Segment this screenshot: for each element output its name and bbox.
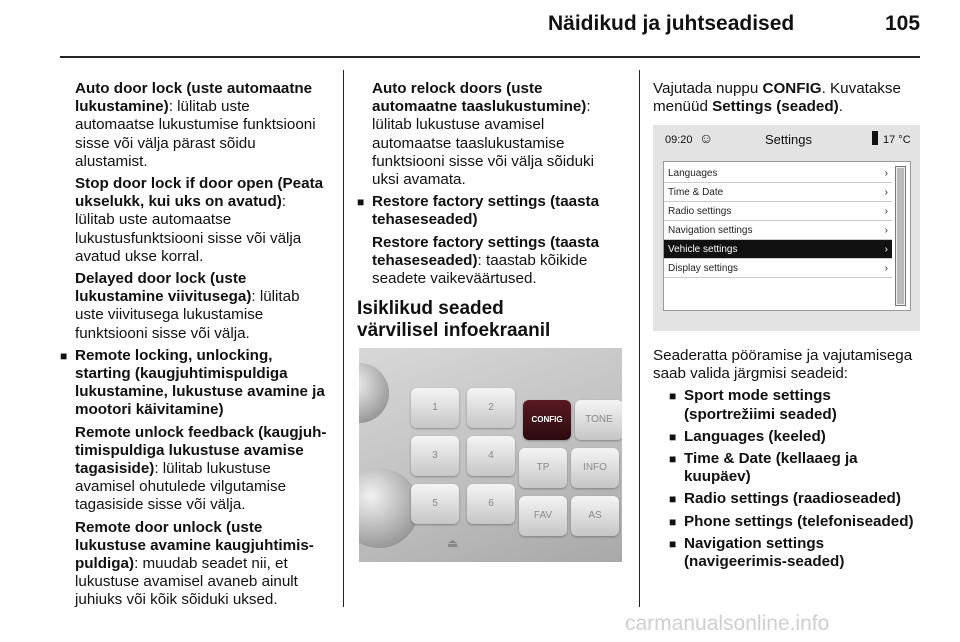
paragraph-remote-unlock-feedback: Remote unlock feedback (kaugjuh-timispuldiga lukustuse avamise tagasiside): lülitab lukustuse avamisel ohutulede vilgutamise tagasiside sisse või välja. bbox=[75, 423, 327, 514]
paragraph-delayed-door-lock: Delayed door lock (uste lukustamine viivitusega): lülitab uste viivitusega lukustamise funktsiooni sisse või välja. bbox=[75, 270, 300, 342]
screen-row-navigation: Navigation settings › bbox=[664, 221, 892, 240]
watermark: carmanualsonline.info bbox=[625, 612, 830, 635]
as-button: AS bbox=[571, 496, 619, 536]
paragraph-remote-door-unlock: Remote door unlock (uste lukustuse avamine kaugjuhtimis-puldiga): muudab seadet nii, et lukustuse avamisel avaneb ainult juhiuks või kõik sõiduki uksed. bbox=[75, 518, 314, 609]
column-3-lower bbox=[653, 347, 921, 575]
paragraph-auto-relock: Auto relock doors (uste automaatne taaslukustumine): lülitab lukustuse avamisel automaatse taaslukustamise funktsiooni sisse või välja sõiduki uksi avamata. bbox=[372, 80, 595, 189]
bullet-restore-factory: ■ Restore factory settings (taasta tehaseseaded) bbox=[357, 193, 625, 229]
screen-row-display: Display settings › bbox=[664, 259, 892, 278]
bullet-phone: ■ Phone settings (telefoniseaded) bbox=[669, 513, 921, 531]
chevron-right-icon: › bbox=[884, 187, 888, 198]
intro-paragraph: Vajutada nuppu CONFIG. Kuvatakse menüüd Settings (seaded). bbox=[653, 80, 901, 116]
info-button: INFO bbox=[571, 448, 619, 488]
chevron-right-icon: › bbox=[884, 244, 888, 255]
bullet-languages: ■ Languages (keeled) bbox=[669, 428, 921, 446]
screen-row-languages: Languages › bbox=[664, 164, 892, 183]
column-2 bbox=[357, 80, 625, 342]
page-number: 105 bbox=[885, 12, 921, 35]
chevron-right-icon: › bbox=[884, 263, 888, 274]
bullet-remote-locking: ■ Remote locking, unlocking, starting (kaugjuhtimispuldiga lukustamine, lukustuse avamine ja mootori käivitamine) bbox=[60, 347, 328, 420]
screen-status-bar bbox=[653, 125, 920, 155]
paragraph-stop-door-lock: Stop door lock if door open (Peata ukselukk, kui uks on avatud): lülitab uste automaatse lukustusfunktsiooni sisse või välja avatud ukse korral. bbox=[75, 175, 324, 265]
chevron-right-icon: › bbox=[884, 168, 888, 179]
selection-paragraph: Seaderatta pööramise ja vajutamisega saab valida järgmisi seadeid: bbox=[653, 347, 913, 383]
settings-bullet-list bbox=[653, 387, 921, 571]
screen-temperature: 17 °C bbox=[883, 134, 911, 146]
preset-button-5: 5 bbox=[411, 484, 459, 524]
bullet-navigation: ■ Navigation settings (navigeerimis-seaded) bbox=[669, 535, 921, 571]
smiley-icon: ☺ bbox=[699, 130, 714, 146]
screen-scrollbar-thumb bbox=[897, 168, 904, 304]
preset-button-1: 1 bbox=[411, 388, 459, 428]
screen-row-time-date: Time & Date › bbox=[664, 183, 892, 202]
bullet-time-date: ■ Time & Date (kellaaeg ja kuupäev) bbox=[669, 450, 921, 486]
column-divider-1 bbox=[343, 70, 344, 607]
paragraph-restore-factory: Restore factory settings (taasta tehaseseaded): taastab kõikide seadete vaikeväärtused. bbox=[372, 233, 600, 288]
chevron-right-icon: › bbox=[884, 225, 888, 236]
preset-button-4: 4 bbox=[467, 436, 515, 476]
eject-icon: ⏏ bbox=[447, 536, 459, 550]
chevron-right-icon: › bbox=[884, 206, 888, 217]
control-panel-photo bbox=[359, 348, 622, 562]
header-rule bbox=[60, 56, 920, 58]
fav-button: FAV bbox=[519, 496, 567, 536]
power-knob-icon bbox=[359, 363, 389, 423]
screen-row-radio: Radio settings › bbox=[664, 202, 892, 221]
preset-button-2: 2 bbox=[467, 388, 515, 428]
tone-button: TONE bbox=[575, 400, 622, 440]
settings-screen-image bbox=[653, 125, 920, 331]
column-1 bbox=[60, 80, 328, 614]
page-header-title: Näidikud ja juhtseadised bbox=[548, 12, 795, 35]
screen-row-vehicle: Vehicle settings › bbox=[664, 240, 892, 259]
section-heading: Isiklikud seaded värvilisel infoekraanil bbox=[357, 298, 551, 342]
tp-button: TP bbox=[519, 448, 567, 488]
screen-scrollbar bbox=[895, 166, 906, 306]
paragraph-auto-door-lock: Auto door lock (uste automaatne lukustamine): lülitab uste automaatse lukustumise funktsiooni sisse või välja pärast sõidu alustamist. bbox=[75, 80, 316, 170]
menu-knob-icon bbox=[359, 468, 419, 548]
config-button: CONFIG bbox=[523, 400, 571, 440]
screen-menu bbox=[663, 161, 911, 311]
preset-button-6: 6 bbox=[467, 484, 515, 524]
bullet-sport-mode: ■ Sport mode settings (sportrežiimi seaded) bbox=[669, 387, 921, 423]
screen-time: 09:20 bbox=[665, 134, 693, 146]
bullet-radio: ■ Radio settings (raadioseaded) bbox=[669, 490, 921, 508]
column-divider-2 bbox=[639, 70, 640, 607]
screen-title: Settings bbox=[765, 132, 812, 147]
preset-button-3: 3 bbox=[411, 436, 459, 476]
thermometer-icon bbox=[872, 131, 878, 145]
column-3 bbox=[653, 80, 921, 120]
